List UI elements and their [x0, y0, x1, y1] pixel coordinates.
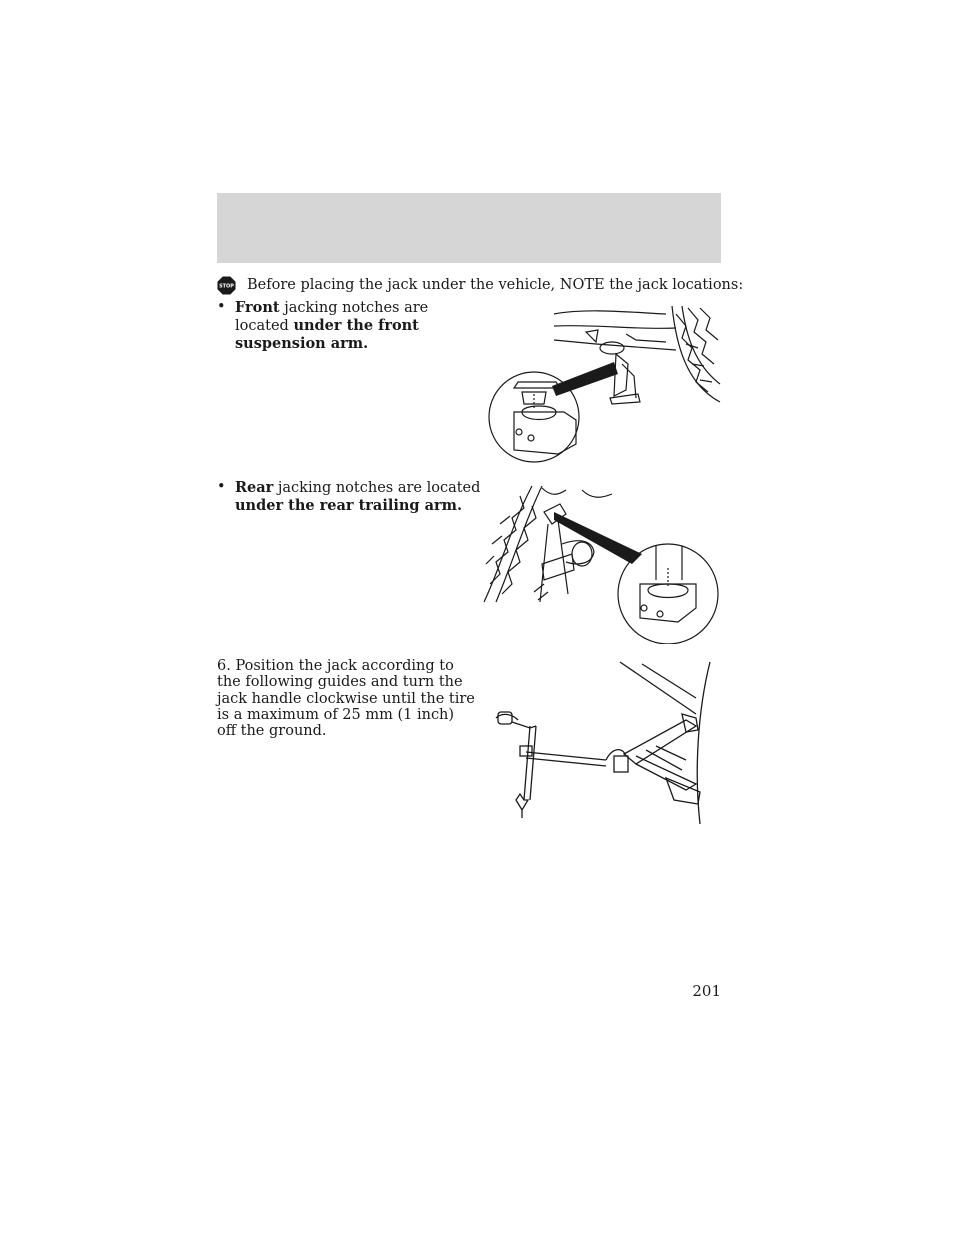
- jack-handle-illustration: [486, 660, 722, 828]
- front-jack-illustration: [486, 304, 722, 466]
- front-location: under the front suspension arm.: [235, 317, 419, 352]
- rear-jack-point: [217, 479, 482, 515]
- front-jack-point-text: [235, 299, 482, 353]
- rear-label: Rear: [235, 479, 274, 496]
- front-jack-point: [217, 299, 482, 353]
- stop-sign-label: STOP: [219, 283, 234, 290]
- section-header-band: [217, 193, 721, 263]
- rear-jack-point-text: [235, 479, 482, 515]
- stop-sign-icon: [217, 276, 236, 295]
- bullet-marker: •: [217, 299, 226, 315]
- page-number: 201: [692, 982, 721, 1000]
- rear-description: jacking notches are located: [273, 480, 481, 496]
- front-description: jacking notches are located: [235, 300, 429, 334]
- rear-jack-illustration: [482, 484, 722, 644]
- step-6-instruction: 6. Position the jack according to the following guides and turn the jack handle clockwise until the tire is a maximum of 25 mm (1 inch) off the ground.: [217, 658, 475, 740]
- warning-text: Before placing the jack under the vehicle, NOTE the jack locations:: [247, 277, 744, 293]
- rear-location: under the rear trailing arm.: [235, 497, 463, 514]
- bullet-marker: •: [217, 479, 226, 495]
- front-label: Front: [235, 299, 280, 316]
